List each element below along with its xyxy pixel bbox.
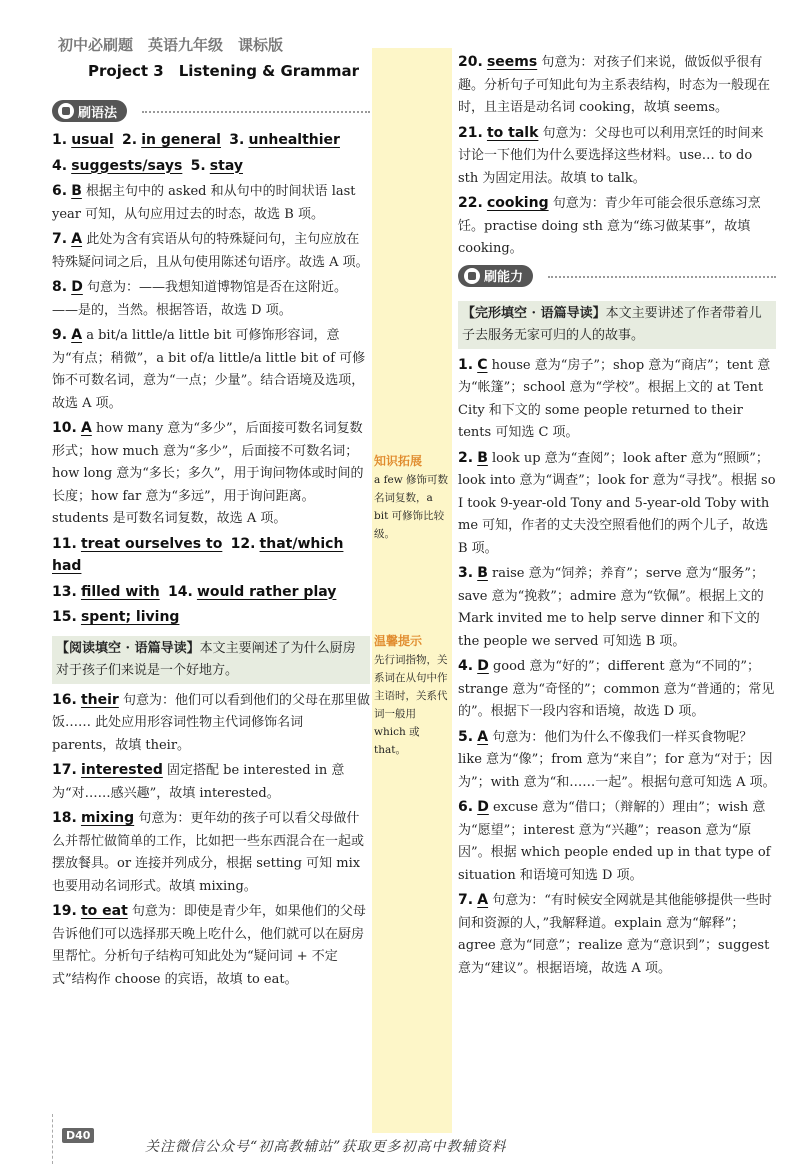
note-knowledge: 知识拓展 a few 修饰可数名词复数，a bit 可修饰比较级。	[374, 454, 449, 540]
answer-row: 15. spent; living	[52, 609, 180, 625]
answer-row: 13. filled with 14. would rather play	[52, 583, 337, 600]
right-column	[458, 52, 776, 983]
project-title: Project 3 Listening & Grammar	[88, 62, 360, 80]
page-number: D40	[62, 1128, 94, 1143]
question-item: 18. mixing 句意为：更年幼的孩子可以看父母做什么并帮忙做简单的工作，比如把一些东西混合在一起或摆放餐具。or 连接并列成分，根据 setting 可知 mix 也要用动名词形式。故填 mixing。	[52, 810, 365, 894]
note-tip: 温馨提示 先行词指物，关系词在从句中作主语时，关系代词一般用 which 或 that。	[374, 634, 448, 756]
question-item: 20. seems 句意为：对孩子们来说，做饭似乎很有趣。分析句子可知此句为主系表结构，时态为一般现在时，且主语是动名词 cooking，故填 seems。	[458, 54, 771, 115]
question-item: 6. D excuse 意为“借口；（辩解的）理由”；wish 意为“愿望”；interest 意为“兴趣”；reason 意为“原因”。根据 which people ended up in that type of situation 和语境可知选 D 项。	[458, 799, 771, 883]
divider	[142, 111, 370, 113]
question-item: 16. their 句意为：他们可以看到他们的父母在那里做饭…… 此处应用形容词性物主代词修饰名词 parents，故填 their。	[52, 691, 370, 753]
question-item: 6. B 根据主句中的 asked 和从句中的时间状语 last year 可知，从句应用过去的时态，故选 B 项。	[52, 183, 356, 222]
question-item: 5. A 句意为：他们为什么不像我们一样买食物呢？like 意为“像”；from 意为“来自”；for 意为“对于；因为”；with 意为“和……一起”。根据句意可知选 A 项。	[458, 728, 776, 790]
question-item: 1. C house 意为“房子”；shop 意为“商店”；tent 意为“帐篷”；school 意为“学校”。根据上文的 at Tent City 和下文的 some people returned to their tents 可知选 C 项。	[458, 356, 771, 440]
question-item: 10. A how many 意为“多少”，后面接可数名词复数形式；how much 意为“多少”，后面接不可数名词；how long 意为“多长；多久”，用于询问物体或时间的长度；how far 意为“多远”，用于询问距离。students 是可数名词复数，故选 A 项。	[52, 420, 364, 526]
answer-row: 1. usual 2. in general 3. unhealthier	[52, 132, 340, 148]
left-column	[52, 130, 370, 994]
divider	[548, 276, 776, 278]
grammar-tag: 刷语法	[52, 100, 127, 122]
margin-strip	[372, 48, 452, 1133]
answer-row: 4. suggests/says 5. stay	[52, 157, 243, 174]
answer-row: 11. treat ourselves to 12. that/which had	[52, 535, 344, 574]
question-item: 3. B raise 意为“饲养；养育”；serve 意为“服务”；save 意为“挽救”；admire 意为“钦佩”。根据上文的 Mark invited me to help serve dinner 和下文的 the people we served 可知选 B 项。	[458, 565, 764, 649]
ability-section-header	[458, 265, 776, 293]
question-item: 21. to talk 句意为：父母也可以利用烹饪的时间来讨论一下他们为什么要选择这些材料。use… to do sth 为固定用法。故填 to talk。	[458, 124, 764, 186]
question-item: 8. D 句意为：——我想知道博物馆是否在这附近。——是的，当然。根据答语，故选 D 项。	[52, 279, 347, 318]
book-header: 初中必刷题 英语九年级 课标版	[58, 36, 284, 54]
question-item: 22. cooking 句意为：青少年可能会很乐意练习烹饪。practise doing sth 意为“练习做某事”，故填 cooking。	[458, 195, 761, 256]
question-item: 19. to eat 句意为：即使是青少年，如果他们的父母告诉他们可以选择那天晚上吃什么，他们就可以在厨房里帮忙。分析句子结构可知此处为“疑问词 + 不定式”结构作 choose 的宾语，故填 to eat。	[52, 903, 366, 987]
cloze-guide: 【完形填空 · 语篇导读】本文主要讲述了作者带着儿子去服务无家可归的人的故事。	[458, 301, 776, 349]
question-item: 9. A a bit/a little/a little bit 可修饰形容词，意为“有点；稍微”，a bit of/a little/a little bit of 可修饰不可数名词，意为“一点；少量”。结合语境及选项，故选 A 项。	[52, 327, 366, 411]
ability-tag: 刷能力	[458, 265, 533, 287]
margin-line	[52, 1114, 54, 1164]
pen-icon	[464, 268, 480, 284]
question-item: 2. B look up 意为“查阅”；look after 意为“照顾”；look into 意为“调查”；look for 意为“寻找”。根据 so I took 9-year-old Tony and 5-year-old Toby with me 可知，作者的丈夫没空照看他们的两个儿子，故选 B 项。	[458, 449, 776, 556]
question-item: 7. A 句意为：“有时候安全网就是其他能够提供一些时间和资源的人，”我解释道。explain 意为“解释”；agree 意为“同意”；realize 意为“意识到”；suggest 意为“建议”。根据语境，故选 A 项。	[458, 892, 772, 976]
question-item: 7. A 此处为含有宾语从句的特殊疑问句，主句应放在特殊疑问词之后，且从句使用陈述句语序。故选 A 项。	[52, 231, 369, 270]
reading-guide: 【阅读填空 · 语篇导读】本文主要阐述了为什么厨房对于孩子们来说是一个好地方。	[52, 636, 370, 684]
question-item: 4. D good 意为“好的”；different 意为“不同的”；strange 意为“奇怪的”；common 意为“普通的；常见的”。根据下一段内容和语境，故选 D 项。	[458, 658, 775, 719]
question-item: 17. interested 固定搭配 be interested in 意为“对……感兴趣”，故填 interested。	[52, 762, 345, 801]
footer-note: 关注微信公众号“初高教辅站”获取更多初高中教辅资料	[145, 1139, 507, 1155]
pen-icon	[58, 103, 74, 119]
